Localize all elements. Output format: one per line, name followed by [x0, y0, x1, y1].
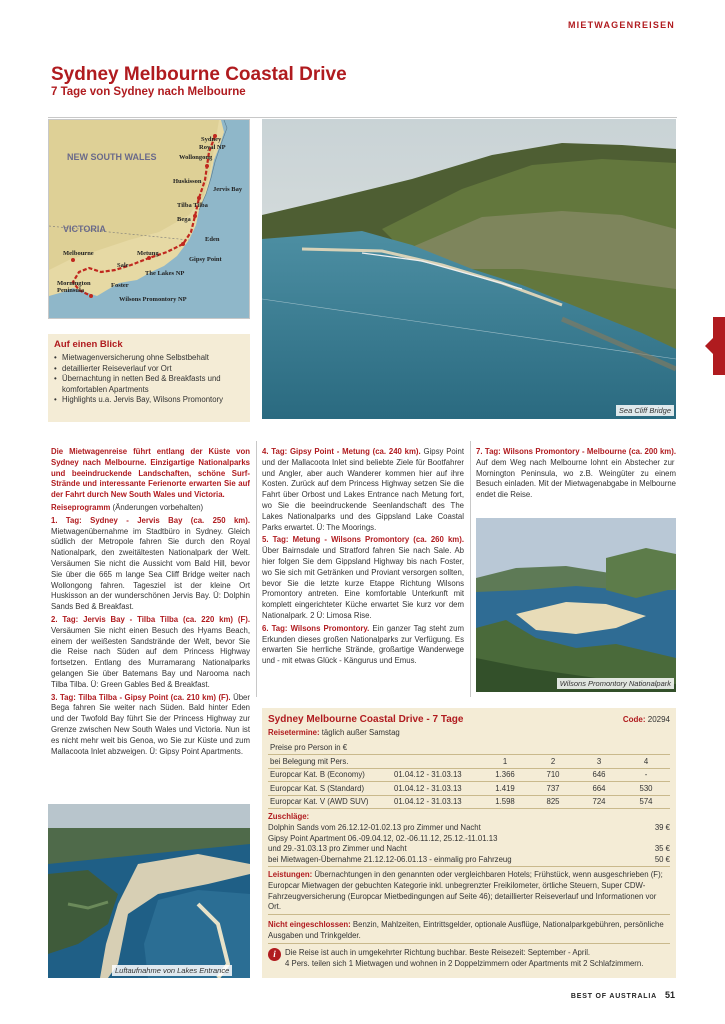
note-line: Die Reise ist auch in umgekehrter Richtung buchbar. Beste Reisezeit: September - April. — [285, 948, 591, 957]
surcharge-text: bei Mietwagen-Übernahme 21.12.12-06.01.13 - einmalig pro Fahrzeug — [268, 855, 512, 865]
exclusions-label: Nicht eingeschlossen: — [268, 920, 351, 929]
program-note — [51, 503, 250, 514]
day-title: 2. Tag: Jervis Bay - Tilba Tilba (ca. 220 km) (F). — [51, 614, 250, 624]
intro-paragraph: Die Mietwagenreise führt entlang der Küste von Sydney nach Melbourne. Einzigartige Nationalparks und beeindruckende Landschaften, schöne Surf-Strände und interessante Ferienorte erwarten Sie auf der Fahrt durch New South Wales und Victoria. — [51, 447, 250, 500]
map-label: Foster — [111, 282, 129, 289]
table-row — [268, 768, 670, 782]
day-title: 5. Tag: Metung - Wilsons Promontory (ca. 260 km). — [262, 535, 464, 545]
day-title: 6. Tag: Wilsons Promontory. — [262, 623, 370, 633]
table-cell: Preise pro Person in € — [268, 741, 670, 755]
map-label: Metung — [137, 250, 159, 257]
page-number: 51 — [664, 990, 675, 1000]
column-divider — [470, 441, 471, 697]
travel-dates — [268, 728, 400, 737]
day-title: 7. Tag: Wilsons Promontory - Melbourne (ca. 200 km). — [476, 447, 676, 456]
route-map — [48, 119, 250, 319]
section-tag: MIETWAGENREISEN — [567, 20, 675, 30]
day-text: Auf dem Weg nach Melbourne lohnt ein Abstecher zur Mornington Peninsula, wo z.B. Weingüter zu einem Besuch einladen. Mit der Mietwagenabgabe in Melbourne endet die Reise. — [476, 457, 676, 500]
glance-title: Auf einen Blick — [54, 339, 123, 350]
table-cell: 1.419 — [480, 782, 530, 796]
exclusions-text: Benzin, Mahlzeiten, Eintrittsgelder, optionale Ausflüge, Nationalparkgebühren, persönliche Ausgaben und Trinkgelder. — [268, 920, 664, 940]
glance-item: • Mietwagenversicherung ohne Selbstbehalt — [54, 353, 244, 364]
page-edge-tab — [713, 317, 725, 375]
day-title: 1. Tag: Sydney - Jervis Bay (ca. 250 km). — [51, 515, 250, 525]
table-cell: 1 — [480, 755, 530, 769]
map-label: Tilba Tilba — [177, 202, 208, 209]
map-label: Mornington Peninsula — [57, 280, 91, 294]
travel-dates-label: Reisetermine: — [268, 728, 320, 737]
map-label: Royal NP — [199, 144, 226, 151]
map-label: Melbourne — [63, 250, 94, 257]
top-divider — [48, 117, 677, 118]
map-label: Sydney — [201, 136, 222, 143]
at-a-glance-box — [48, 334, 250, 422]
map-label: Jervis Bay — [213, 186, 243, 193]
surcharge-row — [268, 823, 670, 834]
day-title: 4. Tag: Gipsy Point - Metung (ca. 240 km). — [262, 447, 421, 456]
photo-caption: Sea Cliff Bridge — [616, 405, 674, 416]
footer-brand: BEST OF AUSTRALIA — [570, 993, 657, 1000]
day-6 — [262, 624, 464, 667]
map-label: Sale — [117, 262, 129, 269]
table-row — [268, 741, 670, 755]
table-cell: 2 — [530, 755, 576, 769]
map-label: Gipsy Point — [189, 256, 222, 263]
surcharges — [268, 812, 670, 867]
program-note-text: (Änderungen vorbehalten) — [110, 502, 204, 512]
map-label: Wilsons Promontory NP — [119, 296, 187, 303]
services-label: Leistungen: — [268, 870, 313, 879]
day-2 — [51, 615, 250, 691]
map-label: Huskisson — [173, 178, 202, 185]
table-cell: 737 — [530, 782, 576, 796]
day-text: Versäumen Sie nicht einen Besuch des Hyams Beach, einem der weißesten Sandstrände der Welt, bevor Sie die Reise nach Süden auf dem Princess Highway fortsetzen. Entlang des Murramarang Nationalparks gelangen Sie über Batemans Bay und Narooma nach Tilba Tilba. Ü: Green Gables Bed & Breakfast. — [51, 625, 250, 689]
travel-dates-value: täglich außer Samstag — [321, 728, 400, 737]
column-divider — [256, 441, 257, 697]
surcharge-row — [268, 844, 670, 855]
table-row — [268, 795, 670, 809]
price-box — [262, 708, 676, 978]
table-cell: 4 — [622, 755, 670, 769]
day-text: Mietwagenübernahme im Stadtbüro in Sydney. Gleich südlich der Metropole fahren Sie durch den Royal Nationalpark, den zweitältesten Nationalpark der Welt. Versäumen Sie nicht die Aussicht vom Bald Hill, bevor Sie über die 665 m lange Sea Cliff Bridge weiter nach Wollongong fahren. Tagesziel ist der kleine Ort Huskisson an der wunderschönen Jervis Bay. Ü: Dolphin Sands Bed & Breakfast. — [51, 526, 250, 612]
notes-text — [285, 948, 643, 970]
table-cell — [392, 755, 480, 769]
surcharge-row — [268, 834, 670, 845]
exclusions — [268, 920, 670, 944]
photo-caption: Wilsons Promontory Nationalpark — [557, 678, 674, 689]
surcharge-price: 35 € — [654, 844, 670, 854]
services-text: Übernachtungen in den genannten oder vergleichbaren Hotels; Frühstück, wenn ausgeschrieben (F); Europcar Mietwagen der gebuchten Kategorie inkl. unbegrenzter Freikilometer, örtliche Steuern, Super CDW-Fahrzeugversicherung (Europcar Mietbedingungen auf Seite 46); detaillierter Reiseverlauf und Informationen vor Ort. — [268, 870, 663, 912]
day-text: Über Bairnsdale und Stratford fahren Sie nach Sale. Ab hier folgen Sie dem Gippsland Highway bis nach Foster, wo Sie sich mit Getränken und Proviant versorgen sollten, bevor Sie die letzte kurze Etappe Richtung Wilsons Promontory antreten. Eine komfortable Unterkunft mit komplett eingerichteter Küche erwartet Sie kurz vor dem Nationalpark. 2 Ü: Limosa Rise. — [262, 546, 464, 620]
glance-item: • detaillierter Reiseverlauf vor Ort — [54, 364, 244, 375]
sea-cliff-bridge-photo — [262, 119, 676, 419]
table-cell: 825 — [530, 795, 576, 809]
photo-caption: Luftaufnahme von Lakes Entrance — [112, 965, 232, 976]
table-cell: 3 — [576, 755, 622, 769]
info-icon: i — [268, 948, 281, 961]
surcharges-label: Zuschläge: — [268, 812, 310, 821]
glance-list — [54, 353, 244, 406]
day-7 — [476, 447, 676, 501]
day-text: Ein ganzer Tag steht zum Erkunden dieses großen Nationalparks zur Verfügung. Es erwarten Sie herrliche Strände, großartige Wanderwege und - mit etwas Glück - Kängurus und Emus. — [262, 623, 464, 666]
tour-code — [623, 715, 670, 724]
price-box-title: Sydney Melbourne Coastal Drive - 7 Tage — [268, 714, 464, 725]
day-4 — [262, 447, 464, 533]
map-label: Eden — [205, 236, 220, 243]
table-row — [268, 755, 670, 769]
table-cell: Europcar Kat. B (Economy) — [268, 768, 392, 782]
table-cell: bei Belegung mit Pers. — [268, 755, 392, 769]
text-column-3 — [476, 447, 676, 503]
note-line: 4 Pers. teilen sich 1 Mietwagen und wohnen in 2 Doppelzimmern oder Apartments mit 2 Schlafzimmern. — [285, 958, 644, 968]
notes — [268, 948, 670, 970]
map-label: Wollongong — [179, 154, 213, 161]
table-cell: 01.04.12 - 31.03.13 — [392, 782, 480, 796]
price-table — [268, 741, 670, 809]
map-label: Bega — [177, 216, 191, 223]
glance-item: • Übernachtung in netten Bed & Breakfasts und komfortablen Apartments — [54, 374, 244, 395]
surcharge-text: und 29.-31.03.13 pro Zimmer und Nacht — [268, 844, 407, 854]
table-cell: 1.598 — [480, 795, 530, 809]
surcharge-price: 39 € — [654, 822, 670, 832]
surcharge-text: Dolphin Sands vom 26.12.12-01.02.13 pro Zimmer und Nacht — [268, 822, 481, 832]
text-column-1 — [51, 447, 250, 759]
day-text: Über Bega fahren Sie weiter nach Süden. Bald hinter Eden und der Twofold Bay führt Sie der Princess Highway zur Grenze zwischen New South Wales und Victoria. Nun ist es nicht mehr weit bis Genoa, wo Sie zur Küste und zum Mallacoota Inlet abzweigen. Ü: Gipsy Point Apartments. — [51, 692, 250, 756]
map-region-nsw: NEW SOUTH WALES — [67, 152, 157, 162]
surcharge-row — [268, 855, 670, 867]
tour-code-value: 20294 — [647, 715, 670, 724]
table-cell: 01.04.12 - 31.03.13 — [392, 768, 480, 782]
glance-item: • Highlights u.a. Jervis Bay, Wilsons Promontory — [54, 395, 244, 406]
surcharge-text: Gipsy Point Apartment 06.-09.04.12, 02.-06.11.12, 25.12.-11.01.13 — [268, 833, 498, 843]
tour-code-label: Code: — [622, 715, 646, 724]
day-5 — [262, 535, 464, 621]
table-cell: 646 — [576, 768, 622, 782]
table-row — [268, 782, 670, 796]
table-cell: 01.04.12 - 31.03.13 — [392, 795, 480, 809]
table-cell: 530 — [622, 782, 670, 796]
program-label: Reiseprogramm — [51, 502, 111, 512]
table-cell: 574 — [622, 795, 670, 809]
map-region-victoria: VICTORIA — [63, 224, 106, 234]
day-text: Gipsy Point und der Mallacoota Inlet sind beliebte Ziele für Bootfahrer und Angler, aber auch Wanderer kommen hier auf ihre Kosten. Zurück auf dem Princess Highway setzen Sie die Fahrt über Orbost und Lakes Entrance nach Metung fort, wo Sie die beeindruckende Seenlandschaft des The Lakes Nationalparks und des Gippsland Lake Coastal Parks erwartet. Ü: The Moorings. — [262, 447, 464, 532]
table-cell: Europcar Kat. S (Standard) — [268, 782, 392, 796]
services — [268, 870, 670, 915]
table-cell: - — [622, 768, 670, 782]
page-subtitle: 7 Tage von Sydney nach Melbourne — [51, 86, 246, 98]
table-cell: 710 — [530, 768, 576, 782]
wilsons-promontory-photo — [476, 518, 676, 692]
page-footer — [571, 990, 675, 1000]
table-cell: 724 — [576, 795, 622, 809]
lakes-entrance-photo — [48, 804, 250, 978]
table-cell: 664 — [576, 782, 622, 796]
day-3 — [51, 693, 250, 758]
map-label: The Lakes NP — [145, 270, 185, 277]
text-column-2 — [262, 447, 464, 669]
day-title: 3. Tag: Tilba Tilba - Gipsy Point (ca. 210 km) (F). — [51, 692, 231, 702]
surcharge-price: 50 € — [654, 855, 670, 865]
page-title: Sydney Melbourne Coastal Drive — [51, 64, 347, 85]
day-1 — [51, 516, 250, 613]
table-cell: 1.366 — [480, 768, 530, 782]
table-cell: Europcar Kat. V (AWD SUV) — [268, 795, 392, 809]
